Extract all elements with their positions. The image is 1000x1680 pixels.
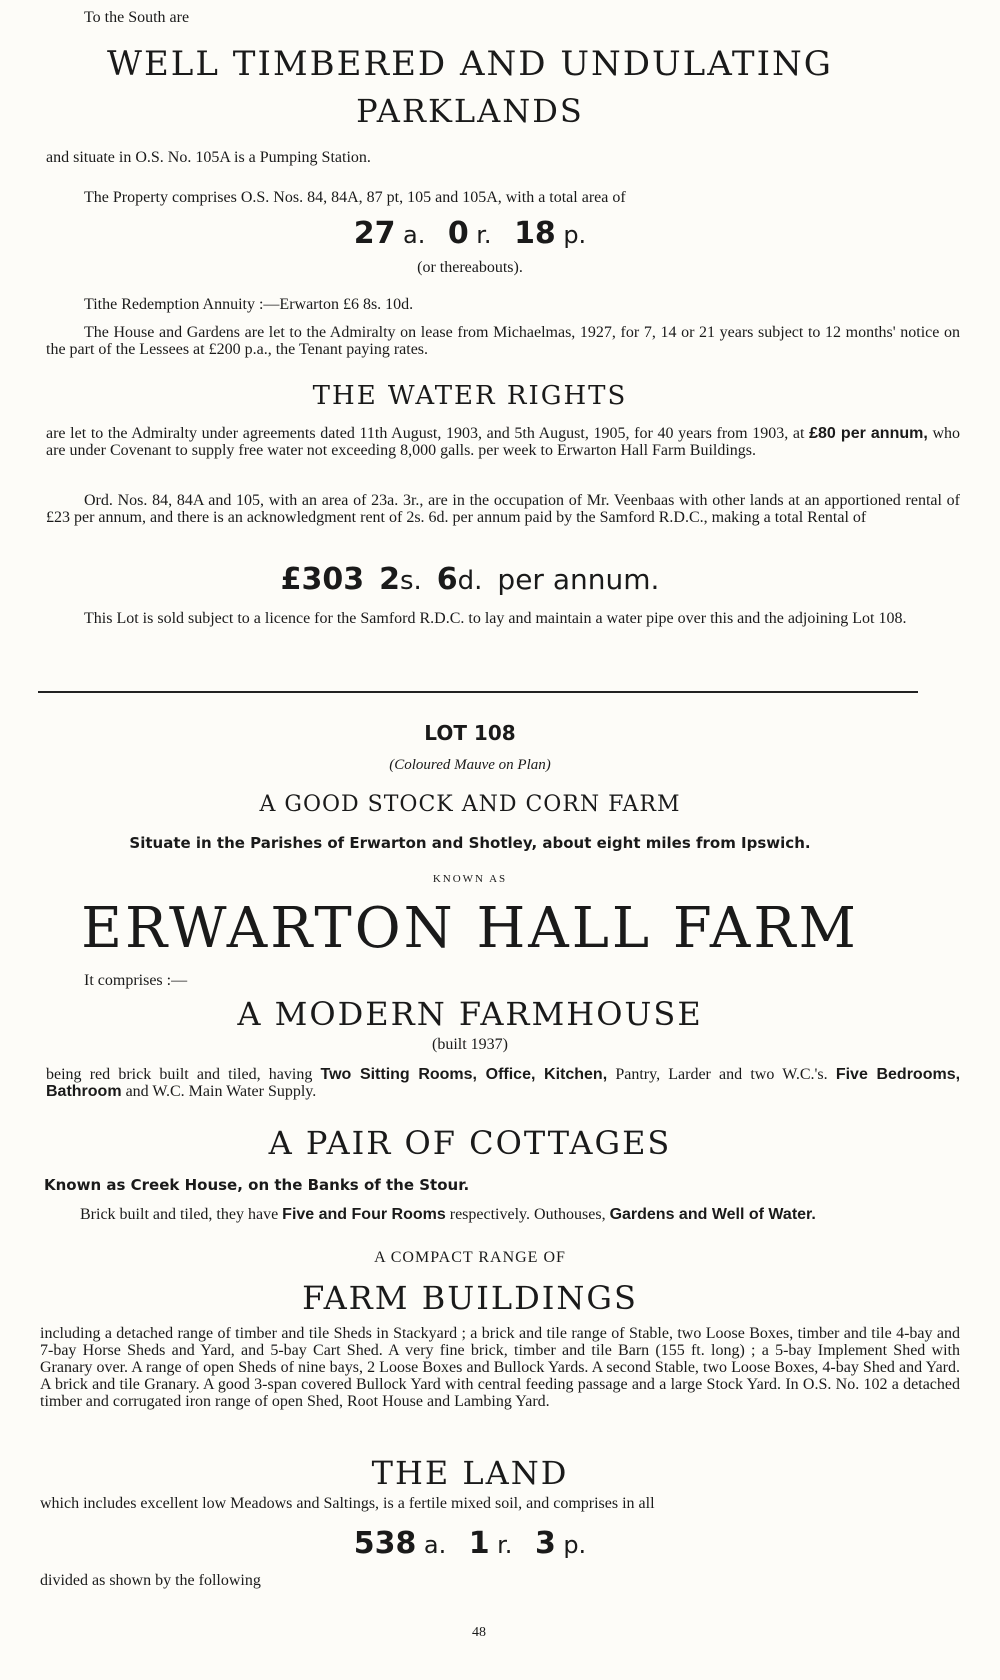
- licence-text: This Lot is sold subject to a licence for the Samford R.D.C. to lay and maintain a water pipe over this and the adjoining Lot 108.: [84, 610, 907, 627]
- lease-text: The House and Gardens are let to the Admiralty on lease from Michaelmas, 1927, for 7, 14 or 21 years subject to 12 months' notice on the part of the Lessees at £200 p.a., the Tenant paying rates.: [46, 324, 960, 358]
- land-heading: THE LAND: [371, 1454, 569, 1492]
- compact-range-text: A COMPACT RANGE OF: [374, 1249, 566, 1266]
- cottages-description: Brick built and tiled, they have Five and Four Rooms respectively. Outhouses, Gardens and Well of Water.: [80, 1206, 816, 1223]
- coloured-note: (Coloured Mauve on Plan): [389, 757, 551, 773]
- land-acres: 538: [353, 1526, 417, 1561]
- parklands-heading-line2: PARKLANDS: [356, 92, 584, 130]
- water-rent-amount: £80 per annum,: [809, 425, 928, 442]
- divided-text: divided as shown by the following: [40, 1572, 261, 1589]
- property-area: 27 a. 0 r. 18 p.: [353, 216, 587, 251]
- farm-buildings-heading: FARM BUILDINGS: [302, 1279, 638, 1317]
- lot-number: LOT 108: [424, 721, 516, 745]
- cottages-known-text: Known as Creek House, on the Banks of the Stour.: [44, 1176, 470, 1194]
- property-text: The Property comprises O.S. Nos. 84, 84A, 87 pt, 105 and 105A, with a total area of: [84, 189, 626, 206]
- known-as-text: KNOWN AS: [432, 873, 508, 885]
- farm-name-title: ERWARTON HALL FARM: [81, 896, 859, 961]
- water-rights-text: are let to the Admiralty under agreements dated 11th August, 1903, and 5th August, 1905, for 40 years from 1903, at £80 per annum, who are under Covenant to supply free water not exceeding 8,000 galls. per week to Erwarton Hall Farm Buildings.: [46, 425, 961, 459]
- approx-text: (or thereabouts).: [417, 259, 523, 276]
- land-roods: 1: [468, 1526, 490, 1561]
- parklands-heading-line1: WELL TIMBERED AND UNDULATING: [107, 44, 833, 84]
- total-rental: £303 2s. 6d. per annum.: [280, 562, 660, 597]
- farm-type-heading: A GOOD STOCK AND CORN FARM: [259, 792, 681, 817]
- farmhouse-built: (built 1937): [432, 1036, 508, 1053]
- water-rights-heading: THE WATER RIGHTS: [312, 381, 628, 411]
- cottages-heading: A PAIR OF COTTAGES: [268, 1124, 672, 1162]
- land-perches: 3: [534, 1526, 556, 1561]
- land-area: 538 a. 1 r. 3 p.: [353, 1526, 587, 1561]
- comprises-text: It comprises :—: [84, 972, 188, 989]
- farmhouse-heading: A MODERN FARMHOUSE: [237, 995, 703, 1033]
- pumping-station-text: and situate in O.S. No. 105A is a Pumping Station.: [46, 149, 371, 166]
- page-number: 48: [472, 1625, 486, 1640]
- situate-text: Situate in the Parishes of Erwarton and Shotley, about eight miles from Ipswich.: [129, 834, 811, 852]
- land-text: which includes excellent low Meadows and Saltings, is a fertile mixed soil, and comprises in all: [40, 1495, 655, 1512]
- area-perches: 18: [514, 216, 556, 251]
- ordnance-text: Ord. Nos. 84, 84A and 105, with an area of 23a. 3r., are in the occupation of Mr. Veenbaas with other lands at an apportioned rental of £23 per annum, and there is an acknowledgment rent of 2s. 6d. per annum paid by the Samford R.D.C., making a total Rental of: [46, 492, 960, 526]
- tithe-text: Tithe Redemption Annuity :—Erwarton £6 8s. 10d.: [84, 296, 414, 313]
- section-divider: [38, 691, 918, 693]
- area-roods: 0: [447, 216, 469, 251]
- intro-text: To the South are: [84, 9, 190, 26]
- farmhouse-description: being red brick built and tiled, having Two Sitting Rooms, Office, Kitchen, Pantry, Larder and two W.C.'s. Five Bedrooms, Bathroom and W.C. Main Water Supply.: [46, 1066, 961, 1100]
- farm-buildings-text: including a detached range of timber and tile Sheds in Stackyard ; a brick and tile range of Stable, two Loose Boxes, timber and tile 4-bay and 7-bay Horse Sheds and Yard, and 5-bay Cart Shed. A very fine brick, timber and tile Barn (155 ft. long) ; a 5-bay Implement Shed with Granary over. A range of open Sheds of nine bays, 2 Loose Boxes and Bullock Yards. A second Stable, two Loose Boxes, 4-bay Shed and Yard. A brick and tile Granary. A good 3-span covered Bullock Yard with central feeding passage and a large Stock Yard. In O.S. No. 102 a detached timber and corrugated iron range of open Shed, Root House and Lambing Yard.: [40, 1325, 960, 1410]
- rent-pounds: £303: [280, 562, 365, 597]
- area-acres: 27: [353, 216, 396, 251]
